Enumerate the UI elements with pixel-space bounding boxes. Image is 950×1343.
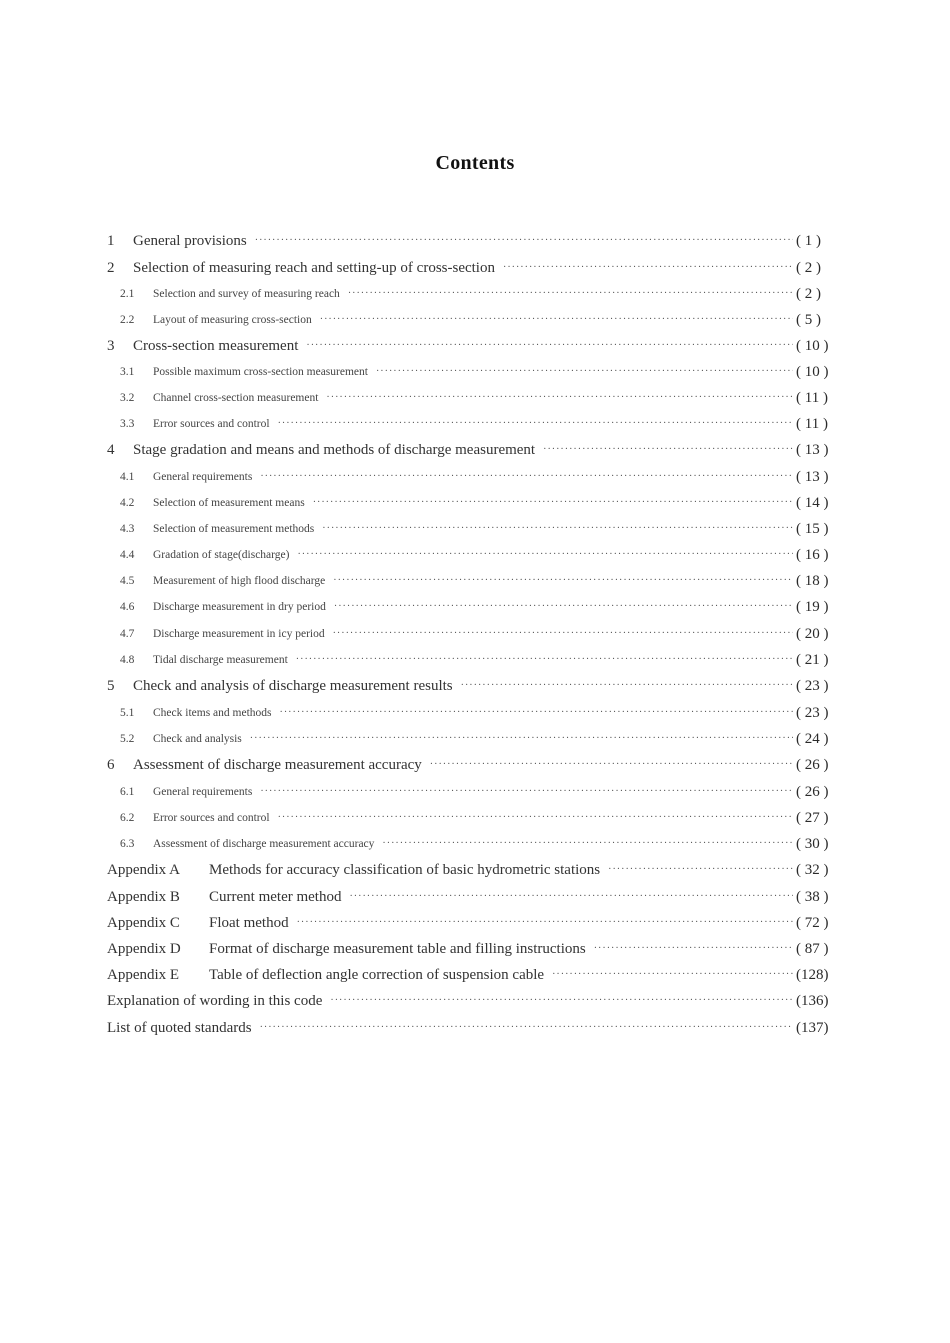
toc-entry-label bbox=[0, 549, 289, 561]
toc-entry-page-number: (137) bbox=[796, 1019, 829, 1036]
toc-entry[interactable] bbox=[0, 334, 950, 358]
toc-entry-title: Format of discharge measurement table and filling instructions bbox=[209, 940, 586, 957]
toc-entry[interactable] bbox=[0, 412, 950, 436]
toc-entry[interactable] bbox=[0, 989, 950, 1013]
toc-entry-page-number: ( 26 ) bbox=[796, 756, 829, 773]
toc-entry[interactable] bbox=[0, 282, 950, 306]
toc-entry-title: Check and analysis of discharge measurement results bbox=[133, 677, 453, 694]
toc-entry[interactable] bbox=[0, 622, 950, 646]
toc-entry-title: Tidal discharge measurement bbox=[153, 654, 288, 666]
toc-entry-label bbox=[0, 418, 270, 430]
dot-leader bbox=[322, 524, 793, 534]
page-title: Contents bbox=[435, 152, 515, 174]
toc-entry[interactable] bbox=[0, 937, 950, 961]
toc-entry-title: Explanation of wording in this code bbox=[107, 992, 323, 1009]
toc-entry[interactable] bbox=[0, 963, 950, 987]
toc-entry-page-number: ( 1 ) bbox=[796, 232, 821, 249]
toc-entry-label bbox=[0, 733, 242, 745]
toc-entry-label bbox=[0, 601, 326, 613]
toc-entry-label bbox=[0, 707, 272, 719]
table-of-contents bbox=[0, 229, 950, 1049]
dot-leader bbox=[461, 681, 793, 691]
toc-entry-title: Check and analysis bbox=[153, 733, 242, 745]
toc-entry[interactable] bbox=[0, 674, 950, 698]
dot-leader bbox=[278, 813, 793, 823]
toc-entry[interactable] bbox=[0, 543, 950, 567]
toc-entry-title: Selection and survey of measuring reach bbox=[153, 288, 340, 300]
toc-entry-page-number: ( 13 ) bbox=[796, 468, 829, 485]
toc-entry-label bbox=[0, 442, 535, 459]
toc-entry[interactable] bbox=[0, 256, 950, 280]
toc-entry-label bbox=[0, 233, 247, 250]
toc-entry-title: Measurement of high flood discharge bbox=[153, 575, 326, 587]
toc-entry-label bbox=[0, 628, 325, 640]
dot-leader bbox=[594, 944, 793, 954]
dot-leader bbox=[376, 367, 793, 377]
toc-entry-page-number: ( 5 ) bbox=[796, 311, 821, 328]
dot-leader bbox=[260, 787, 793, 797]
toc-entry[interactable] bbox=[0, 858, 950, 882]
toc-entry-label bbox=[0, 523, 314, 535]
toc-entry[interactable] bbox=[0, 595, 950, 619]
toc-entry-label bbox=[0, 941, 586, 958]
toc-entry-number: 4.6 bbox=[120, 601, 135, 613]
toc-entry-title: Assessment of discharge measurement accuracy bbox=[153, 838, 375, 850]
toc-entry-number: 6 bbox=[107, 756, 115, 773]
toc-entry-page-number: (128) bbox=[796, 966, 829, 983]
toc-entry-number: 4.7 bbox=[120, 628, 135, 640]
toc-entry[interactable] bbox=[0, 360, 950, 384]
toc-entry-title: Selection of measurement means bbox=[153, 497, 305, 509]
toc-entry-label bbox=[0, 889, 341, 906]
toc-entry-number: Appendix E bbox=[107, 966, 180, 983]
toc-entry-number: Appendix A bbox=[107, 861, 180, 878]
toc-entry-number: 6.3 bbox=[120, 838, 135, 850]
toc-entry-page-number: ( 16 ) bbox=[796, 546, 829, 563]
toc-entry-number: 1 bbox=[107, 232, 115, 249]
toc-entry-label bbox=[0, 314, 312, 326]
toc-entry-page-number: ( 11 ) bbox=[796, 389, 828, 406]
toc-entry-number: 3.1 bbox=[120, 366, 135, 378]
toc-entry[interactable] bbox=[0, 438, 950, 462]
toc-entry-title: General requirements bbox=[153, 471, 253, 483]
dot-leader bbox=[382, 839, 793, 849]
dot-leader bbox=[313, 498, 793, 508]
dot-leader bbox=[552, 970, 793, 980]
toc-entry-page-number: ( 27 ) bbox=[796, 809, 829, 826]
toc-entry-label bbox=[0, 757, 422, 774]
toc-entry-label bbox=[0, 812, 270, 824]
toc-entry-title: Error sources and control bbox=[153, 812, 270, 824]
dot-leader bbox=[333, 576, 793, 586]
toc-entry-label bbox=[0, 338, 298, 355]
toc-entry[interactable] bbox=[0, 569, 950, 593]
toc-entry-title: Error sources and control bbox=[153, 418, 270, 430]
toc-entry[interactable] bbox=[0, 491, 950, 515]
dot-leader bbox=[608, 865, 793, 875]
toc-entry-page-number: ( 21 ) bbox=[796, 651, 829, 668]
toc-entry-page-number: ( 20 ) bbox=[796, 625, 829, 642]
toc-entry[interactable] bbox=[0, 701, 950, 725]
toc-entry-number: 5 bbox=[107, 677, 115, 694]
toc-entry[interactable] bbox=[0, 648, 950, 672]
toc-entry-number: 6.1 bbox=[120, 786, 135, 798]
toc-entry-label bbox=[0, 967, 544, 984]
dot-leader bbox=[503, 263, 793, 273]
toc-entry-title: Selection of measuring reach and setting-up of cross-section bbox=[133, 259, 495, 276]
dot-leader bbox=[334, 602, 793, 612]
toc-entry-page-number: ( 23 ) bbox=[796, 677, 829, 694]
toc-entry-page-number: ( 72 ) bbox=[796, 914, 829, 931]
toc-entry-label bbox=[0, 366, 368, 378]
toc-entry[interactable] bbox=[0, 911, 950, 935]
toc-entry-number: 4.5 bbox=[120, 575, 135, 587]
toc-entry-page-number: ( 13 ) bbox=[796, 441, 829, 458]
toc-entry[interactable] bbox=[0, 465, 950, 489]
toc-entry-number: 4.8 bbox=[120, 654, 135, 666]
toc-entry-page-number: ( 14 ) bbox=[796, 494, 829, 511]
toc-entry-page-number: ( 18 ) bbox=[796, 572, 829, 589]
toc-entry-label bbox=[0, 1020, 252, 1037]
toc-entry-title: Channel cross-section measurement bbox=[153, 392, 319, 404]
toc-entry[interactable] bbox=[0, 229, 950, 253]
toc-entry-label bbox=[0, 471, 252, 483]
toc-entry-number: Appendix C bbox=[107, 914, 180, 931]
toc-entry-title: Methods for accuracy classification of basic hydrometric stations bbox=[209, 861, 601, 878]
toc-entry[interactable] bbox=[0, 780, 950, 804]
toc-entry-label bbox=[0, 838, 374, 850]
toc-entry-title: Layout of measuring cross-section bbox=[153, 314, 312, 326]
toc-entry-number: 4 bbox=[107, 441, 115, 458]
dot-leader bbox=[349, 892, 793, 902]
toc-entry-title: General provisions bbox=[133, 232, 247, 249]
toc-entry-title: Discharge measurement in dry period bbox=[153, 601, 326, 613]
toc-entry-label bbox=[0, 862, 600, 879]
toc-entry-label bbox=[0, 993, 322, 1010]
toc-entry[interactable] bbox=[0, 806, 950, 830]
toc-entry-number: 5.1 bbox=[120, 707, 135, 719]
toc-entry[interactable] bbox=[0, 885, 950, 909]
toc-entry-page-number: ( 38 ) bbox=[796, 888, 829, 905]
toc-entry-page-number: ( 2 ) bbox=[796, 285, 821, 302]
toc-entry-title: Table of deflection angle correction of suspension cable bbox=[209, 966, 545, 983]
toc-entry-title: Gradation of stage(discharge) bbox=[153, 549, 290, 561]
toc-entry-page-number: ( 26 ) bbox=[796, 783, 829, 800]
toc-entry-number: 3 bbox=[107, 337, 115, 354]
toc-entry-title: Float method bbox=[209, 914, 289, 931]
toc-entry-number: 4.4 bbox=[120, 549, 135, 561]
toc-entry-number: 4.2 bbox=[120, 497, 135, 509]
toc-entry-label bbox=[0, 678, 453, 695]
dot-leader bbox=[348, 289, 793, 299]
toc-entry-page-number: ( 11 ) bbox=[796, 415, 828, 432]
toc-entry-page-number: (136) bbox=[796, 992, 829, 1009]
toc-entry-page-number: ( 2 ) bbox=[796, 259, 821, 276]
toc-entry-number: 2.2 bbox=[120, 314, 135, 326]
dot-leader bbox=[297, 918, 793, 928]
toc-entry-label bbox=[0, 392, 318, 404]
toc-entry-number: 3.3 bbox=[120, 418, 135, 430]
dot-leader bbox=[255, 236, 793, 246]
toc-entry-page-number: ( 23 ) bbox=[796, 704, 829, 721]
toc-entry-label bbox=[0, 786, 252, 798]
toc-entry[interactable] bbox=[0, 753, 950, 777]
toc-entry-title: Discharge measurement in icy period bbox=[153, 628, 325, 640]
toc-list bbox=[0, 229, 950, 1049]
toc-entry-number: 6.2 bbox=[120, 812, 135, 824]
toc-entry[interactable] bbox=[0, 308, 950, 332]
toc-entry-page-number: ( 15 ) bbox=[796, 520, 829, 537]
dot-leader bbox=[260, 472, 793, 482]
toc-entry-title: General requirements bbox=[153, 786, 253, 798]
toc-entry-number: 3.2 bbox=[120, 392, 135, 404]
toc-entry-page-number: ( 32 ) bbox=[796, 861, 829, 878]
toc-entry-number: 4.1 bbox=[120, 471, 135, 483]
toc-entry-page-number: ( 10 ) bbox=[796, 337, 829, 354]
toc-entry-page-number: ( 24 ) bbox=[796, 730, 829, 747]
toc-entry-label bbox=[0, 575, 325, 587]
toc-entry[interactable] bbox=[0, 517, 950, 541]
dot-leader bbox=[278, 419, 793, 429]
toc-entry-label bbox=[0, 915, 289, 932]
toc-entry-title: Current meter method bbox=[209, 888, 342, 905]
toc-entry-number: 2.1 bbox=[120, 288, 135, 300]
dot-leader bbox=[430, 760, 793, 770]
toc-entry[interactable] bbox=[0, 727, 950, 751]
dot-leader bbox=[306, 341, 793, 351]
toc-entry-title: Assessment of discharge measurement accuracy bbox=[133, 756, 422, 773]
toc-entry[interactable] bbox=[0, 1016, 950, 1040]
toc-entry-page-number: ( 19 ) bbox=[796, 598, 829, 615]
toc-entry-number: Appendix D bbox=[107, 940, 181, 957]
toc-entry-page-number: ( 10 ) bbox=[796, 363, 829, 380]
toc-entry-title: Possible maximum cross-section measurement bbox=[153, 366, 368, 378]
toc-entry-title: List of quoted standards bbox=[107, 1019, 252, 1036]
toc-entry-label bbox=[0, 654, 288, 666]
toc-entry-page-number: ( 87 ) bbox=[796, 940, 829, 957]
toc-entry-title: Check items and methods bbox=[153, 707, 272, 719]
toc-entry-title: Selection of measurement methods bbox=[153, 523, 315, 535]
toc-entry-number: 2 bbox=[107, 259, 115, 276]
toc-entry-label bbox=[0, 497, 305, 509]
dot-leader bbox=[296, 655, 793, 665]
dot-leader bbox=[333, 629, 793, 639]
toc-entry-title: Stage gradation and means and methods of discharge measurement bbox=[133, 441, 536, 458]
toc-entry[interactable] bbox=[0, 386, 950, 410]
toc-entry-number: 5.2 bbox=[120, 733, 135, 745]
toc-entry-page-number: ( 30 ) bbox=[796, 835, 829, 852]
toc-entry-number: Appendix B bbox=[107, 888, 180, 905]
toc-entry[interactable] bbox=[0, 832, 950, 856]
toc-entry-number: 4.3 bbox=[120, 523, 135, 535]
dot-leader bbox=[330, 996, 793, 1006]
dot-leader bbox=[320, 315, 793, 325]
toc-entry-label bbox=[0, 260, 495, 277]
toc-entry-label bbox=[0, 288, 340, 300]
toc-entry-title: Cross-section measurement bbox=[133, 337, 299, 354]
dot-leader bbox=[543, 445, 793, 455]
dot-leader bbox=[260, 1023, 793, 1033]
dot-leader bbox=[280, 708, 794, 718]
dot-leader bbox=[297, 550, 793, 560]
dot-leader bbox=[250, 734, 793, 744]
dot-leader bbox=[326, 393, 793, 403]
